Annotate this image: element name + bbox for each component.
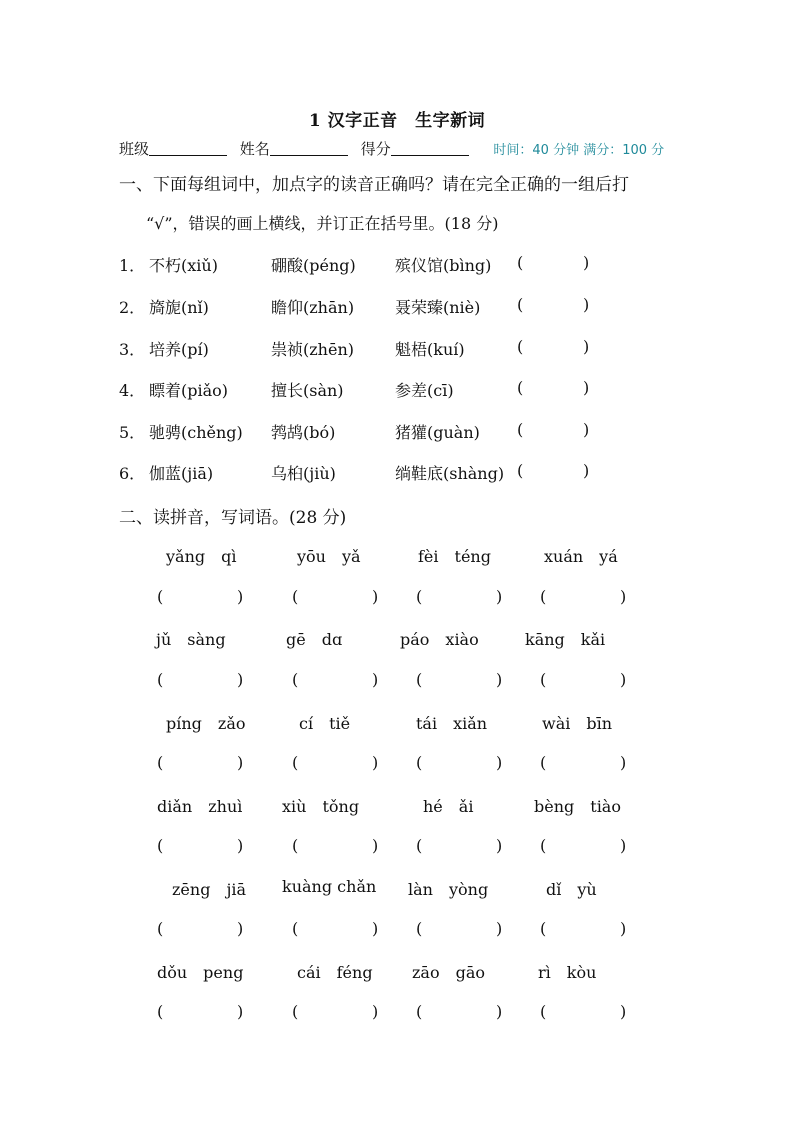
score-blank: [391, 141, 469, 156]
answer-bracket-close: ): [620, 919, 627, 938]
answer-bracket-close: ): [372, 1002, 379, 1021]
word-option-2: 鹁鸪(bó): [271, 423, 336, 442]
answer-bracket-open: (: [540, 1002, 547, 1021]
answer-bracket-open: (: [292, 670, 299, 689]
answer-bracket-close: ): [496, 919, 503, 938]
word-option-3: 魁梧(kuí): [395, 340, 465, 359]
section1-title: 一、下面每组词中，加点字的读音正确吗？请在完全正确的一组后打: [119, 175, 629, 195]
question-number: 6．: [119, 464, 146, 483]
answer-bracket-open: (: [517, 378, 524, 397]
answer-bracket-close: ): [237, 836, 244, 855]
pinyin-item: hé ǎi: [423, 797, 474, 816]
answer-bracket-open: (: [416, 587, 423, 606]
score-label: 得分: [360, 140, 391, 158]
answer-bracket-open: (: [157, 670, 164, 689]
student-info-line: [119, 138, 664, 159]
answer-bracket-close: ): [620, 670, 627, 689]
word-option-1: 驰骋(chěng): [149, 423, 243, 442]
word-option-2: 擅长(sàn): [271, 381, 344, 400]
word-option-1: 伽蓝(jiā): [149, 464, 214, 483]
word-option-3: 聂荣臻(niè): [395, 298, 481, 317]
answer-bracket-open: (: [157, 587, 164, 606]
answer-bracket-open: (: [416, 919, 423, 938]
name-blank: [270, 141, 348, 156]
answer-bracket-open: (: [292, 919, 299, 938]
section2-title: 二、读拼音，写词语。(28 分): [119, 508, 347, 528]
answer-bracket-close: ): [496, 1002, 503, 1021]
pinyin-item: tái xiǎn: [416, 714, 488, 733]
answer-bracket-close: ): [496, 587, 503, 606]
question-number: 1．: [119, 256, 146, 275]
answer-bracket-close: ): [620, 836, 627, 855]
pinyin-item: páo xiào: [400, 630, 479, 649]
answer-bracket-close: ): [237, 670, 244, 689]
answer-bracket-open: (: [416, 753, 423, 772]
answer-bracket-open: (: [540, 587, 547, 606]
pinyin-item: xuán yá: [544, 547, 618, 566]
answer-bracket-close: ): [583, 461, 590, 480]
answer-bracket-open: (: [540, 919, 547, 938]
answer-bracket-open: (: [292, 836, 299, 855]
pinyin-item: diǎn zhuì: [157, 797, 243, 816]
page-title: 1 汉字正音 生字新词: [308, 111, 486, 131]
word-option-1: 瞟着(piǎo): [149, 381, 229, 400]
answer-bracket-close: ): [372, 919, 379, 938]
pinyin-item: dǐ yù: [546, 880, 597, 899]
answer-bracket-open: (: [292, 753, 299, 772]
answer-bracket-open: (: [416, 670, 423, 689]
answer-bracket-open: (: [416, 1002, 423, 1021]
answer-bracket-open: (: [517, 295, 524, 314]
answer-bracket-close: ): [583, 253, 590, 272]
question-number: 2．: [119, 298, 146, 317]
time-score-note: 时间：40 分钟 满分：100 分: [493, 143, 665, 158]
answer-bracket-open: (: [540, 836, 547, 855]
pinyin-item: wài bīn: [542, 714, 613, 733]
pinyin-item: yǎng qì: [166, 547, 237, 566]
word-option-2: 硼酸(péng): [271, 256, 356, 275]
question-number: 4．: [119, 381, 146, 400]
answer-bracket-close: ): [583, 337, 590, 356]
pinyin-item: bèng tiào: [534, 797, 621, 816]
pinyin-item: xiù tǒng: [282, 797, 360, 816]
pinyin-item: zēng jiā: [172, 880, 247, 899]
answer-bracket-close: ): [620, 753, 627, 772]
word-option-3: 参差(cī): [395, 381, 454, 400]
pinyin-item: gē dɑ: [286, 630, 343, 649]
pinyin-item: zāo gāo: [412, 963, 486, 982]
pinyin-item: cí tiě: [299, 714, 351, 733]
answer-bracket-open: (: [416, 836, 423, 855]
answer-bracket-open: (: [517, 420, 524, 439]
answer-bracket-close: ): [583, 420, 590, 439]
pinyin-item: làn yòng: [408, 880, 489, 899]
pinyin-item: kuàng chǎn: [282, 877, 377, 896]
answer-bracket-open: (: [157, 1002, 164, 1021]
answer-bracket-close: ): [372, 753, 379, 772]
word-option-1: 旖旎(nǐ): [149, 298, 209, 317]
answer-bracket-close: ): [620, 587, 627, 606]
answer-bracket-close: ): [372, 836, 379, 855]
answer-bracket-close: ): [496, 670, 503, 689]
word-option-2: 祟祯(zhēn): [271, 340, 354, 359]
word-option-3: 猪獾(guàn): [395, 423, 480, 442]
pinyin-item: dǒu peng: [157, 963, 244, 982]
answer-bracket-open: (: [157, 836, 164, 855]
answer-bracket-close: ): [372, 670, 379, 689]
pinyin-item: fèi téng: [418, 547, 491, 566]
word-option-2: 乌桕(jiù): [271, 464, 336, 483]
answer-bracket-open: (: [292, 587, 299, 606]
answer-bracket-close: ): [620, 1002, 627, 1021]
answer-bracket-close: ): [237, 753, 244, 772]
section1-instruction: “√”，错误的画上横线，并订正在括号里。(18 分): [146, 214, 499, 233]
word-option-3: 绱鞋底(shàng): [395, 464, 505, 483]
answer-bracket-open: (: [517, 337, 524, 356]
answer-bracket-close: ): [583, 295, 590, 314]
word-option-1: 培养(pí): [149, 340, 209, 359]
pinyin-item: rì kòu: [538, 963, 597, 982]
pinyin-item: jǔ sàng: [156, 630, 226, 649]
answer-bracket-open: (: [157, 753, 164, 772]
pinyin-item: kāng kǎi: [525, 630, 606, 649]
pinyin-item: yōu yǎ: [297, 547, 361, 566]
answer-bracket-open: (: [540, 753, 547, 772]
answer-bracket-close: ): [496, 753, 503, 772]
word-option-2: 瞻仰(zhān): [271, 298, 355, 317]
pinyin-item: píng zǎo: [166, 714, 246, 733]
answer-bracket-close: ): [583, 378, 590, 397]
class-blank: [149, 141, 227, 156]
answer-bracket-open: (: [517, 253, 524, 272]
question-number: 5．: [119, 423, 146, 442]
word-option-3: 殡仪馆(bìng): [395, 256, 492, 275]
answer-bracket-close: ): [372, 587, 379, 606]
name-label: 姓名: [239, 140, 270, 158]
class-label: 班级: [119, 140, 150, 158]
answer-bracket-open: (: [292, 1002, 299, 1021]
answer-bracket-close: ): [237, 587, 244, 606]
question-number: 3．: [119, 340, 146, 359]
pinyin-item: cái féng: [297, 963, 373, 982]
answer-bracket-close: ): [237, 1002, 244, 1021]
word-option-1: 不朽(xiǔ): [149, 256, 218, 275]
answer-bracket-open: (: [157, 919, 164, 938]
answer-bracket-open: (: [540, 670, 547, 689]
answer-bracket-close: ): [496, 836, 503, 855]
answer-bracket-close: ): [237, 919, 244, 938]
answer-bracket-open: (: [517, 461, 524, 480]
